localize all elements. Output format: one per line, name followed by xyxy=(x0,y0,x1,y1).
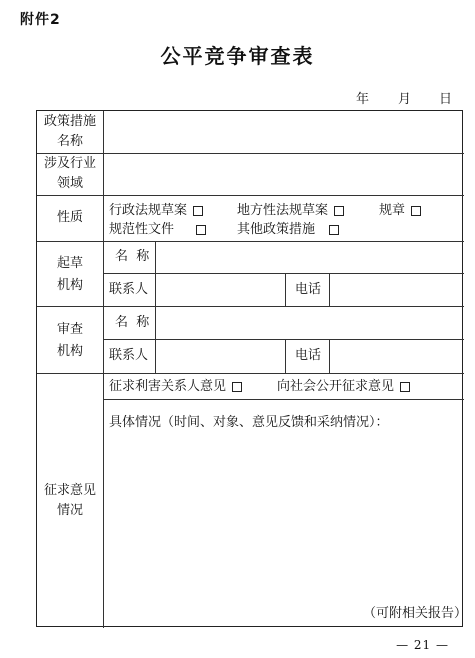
checkbox[interactable] xyxy=(232,382,242,392)
opinion-option-label: 向社会公开征求意见 xyxy=(277,379,395,394)
checkbox[interactable] xyxy=(411,206,421,216)
attach-note: （可附相关报告） xyxy=(363,606,468,621)
review-contact-label: 联系人 xyxy=(109,348,149,363)
nature-label: 性质 xyxy=(56,210,83,225)
nature-option-label: 规章 xyxy=(379,203,406,218)
date-year: 年 xyxy=(356,92,370,107)
date-month: 月 xyxy=(398,92,412,107)
nature-option-label: 其他政策措施 xyxy=(237,222,316,237)
nature-option-label: 规范性文件 xyxy=(109,222,175,237)
opinion-option-label: 征求利害关系人意见 xyxy=(109,379,227,394)
attachment-label: 附件2 xyxy=(20,12,61,28)
date-day: 日 xyxy=(439,92,453,107)
opinion-option-1 xyxy=(109,378,242,396)
review-org-label: 审查 机构 xyxy=(56,322,83,359)
checkbox[interactable] xyxy=(193,206,203,216)
review-phone-label: 电话 xyxy=(295,348,322,363)
opinion-option-2 xyxy=(277,378,410,396)
nature-option-3 xyxy=(379,202,421,220)
nature-option-5 xyxy=(237,221,339,239)
checkbox[interactable] xyxy=(329,225,339,235)
checkbox[interactable] xyxy=(400,382,410,392)
drafting-org-label: 起草 机构 xyxy=(56,256,83,293)
drafting-phone-label: 电话 xyxy=(295,282,322,297)
nature-option-2 xyxy=(237,202,344,220)
nature-option-label: 行政法规草案 xyxy=(109,203,188,218)
review-name-label: 名 称 xyxy=(115,315,150,330)
page-title: 公平竞争审查表 xyxy=(160,44,315,68)
policy-name-label: 政策措施 名称 xyxy=(43,114,96,149)
review-form-table xyxy=(36,110,468,627)
nature-option-4 xyxy=(109,221,206,239)
details-label: 具体情况（时间、对象、意见反馈和采纳情况）： xyxy=(109,415,389,430)
nature-option-label: 地方性法规草案 xyxy=(237,203,329,218)
drafting-contact-label: 联系人 xyxy=(109,282,149,297)
nature-option-1 xyxy=(109,202,203,220)
checkbox[interactable] xyxy=(196,225,206,235)
page-number: — 21 — xyxy=(396,638,449,652)
drafting-name-label: 名 称 xyxy=(115,249,150,264)
opinion-label: 征求意见 情况 xyxy=(43,483,96,518)
checkbox[interactable] xyxy=(334,206,344,216)
industry-label: 涉及行业 领域 xyxy=(43,156,96,191)
